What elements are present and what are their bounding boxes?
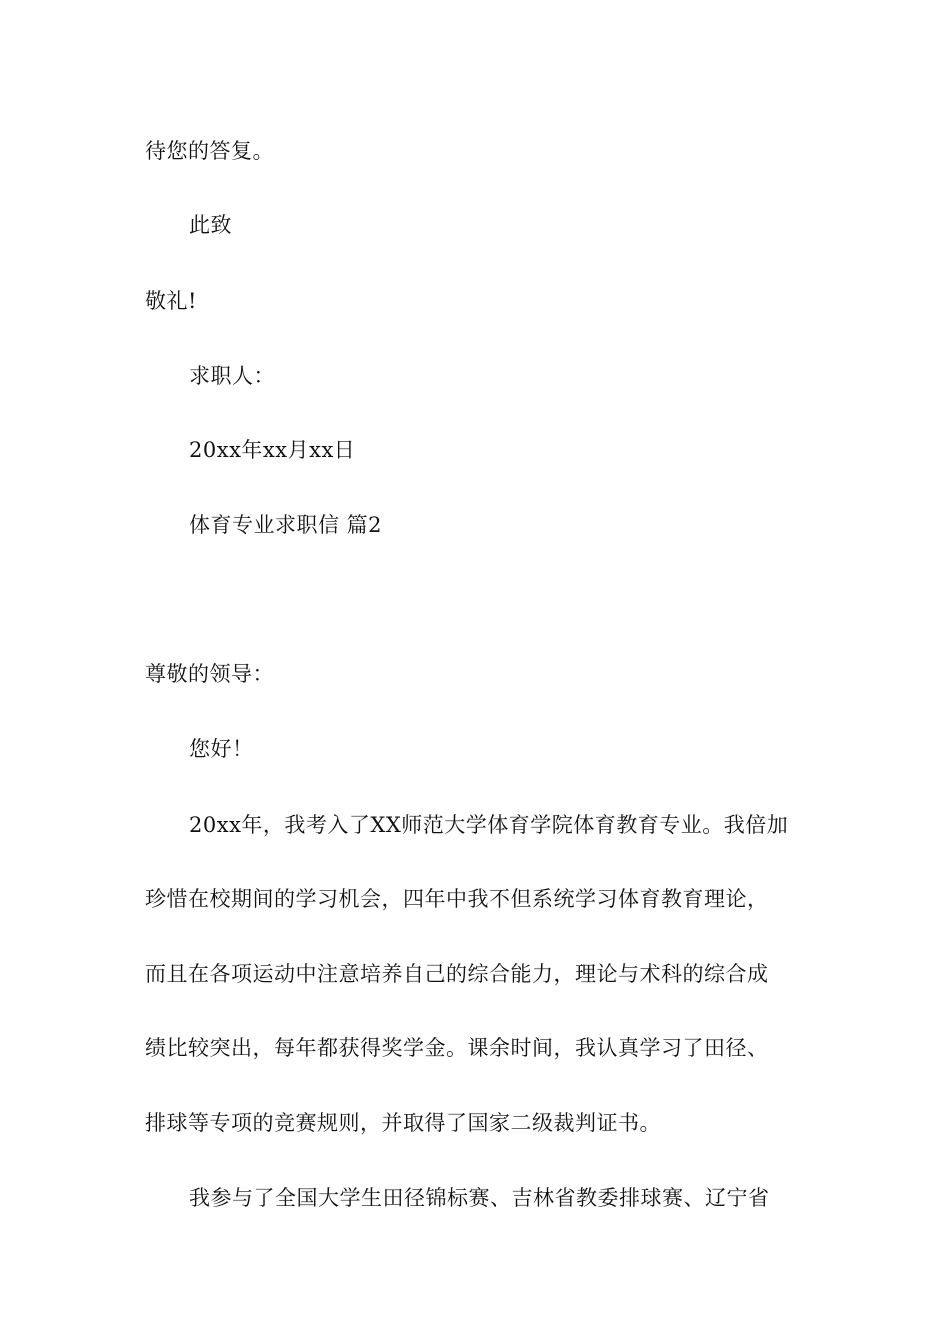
salutation-cizhi: 此致 bbox=[189, 213, 232, 237]
paragraph-line: 排球等专项的竞赛规则，并取得了国家二级裁判证书。 bbox=[145, 1111, 661, 1135]
paragraph-line: 20xx年，我考入了XX师范大学体育学院体育教育专业。我倍加 bbox=[189, 813, 789, 837]
paragraph-line: 绩比较突出，每年都获得奖学金。课余时间，我认真学习了田径、 bbox=[145, 1036, 769, 1060]
paragraph-line: 珍惜在校期间的学习机会，四年中我不但系统学习体育教育理论， bbox=[145, 887, 769, 911]
applicant-label: 求职人： bbox=[189, 364, 275, 388]
letter-date: 20xx年xx月xx日 bbox=[189, 438, 356, 462]
section-heading: 体育专业求职信 篇2 bbox=[189, 513, 383, 537]
greeting-recipient: 尊敬的领导： bbox=[145, 662, 274, 686]
paragraph-line: 而且在各项运动中注意培养自己的综合能力，理论与术科的综合成 bbox=[145, 962, 769, 986]
greeting-hello: 您好！ bbox=[189, 737, 254, 761]
closing-line: 待您的答复。 bbox=[145, 139, 274, 163]
paragraph-line: 我参与了全国大学生田径锦标赛、吉林省教委排球赛、辽宁省 bbox=[189, 1186, 770, 1210]
salutation-jingli: 敬礼! bbox=[145, 289, 197, 313]
